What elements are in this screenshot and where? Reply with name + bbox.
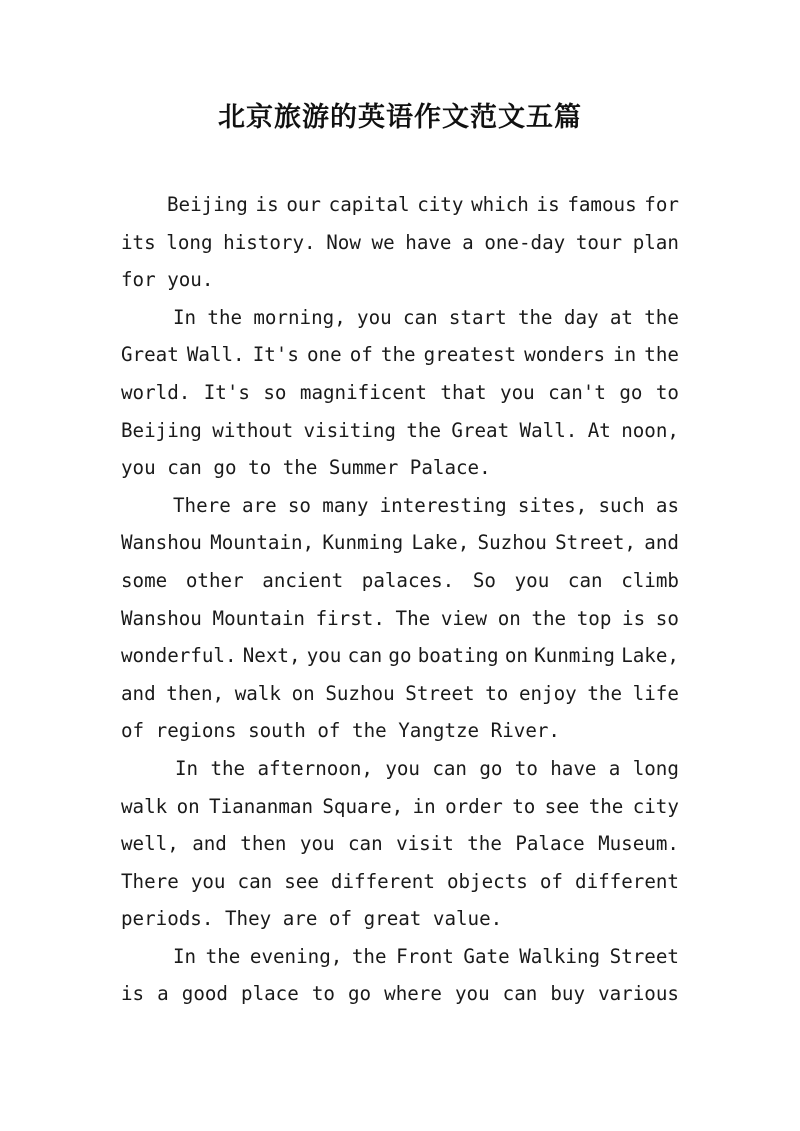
text-line: periods. They are of great value. xyxy=(121,907,503,931)
text-line: In the morning, you can start the day at the xyxy=(173,305,679,329)
text-line: Great Wall. It's one of the greatest wonders in the xyxy=(121,343,679,367)
text-line: Wanshou Mountain first. The view on the top is so xyxy=(121,606,679,630)
paragraph xyxy=(121,299,679,487)
paragraph xyxy=(121,487,679,750)
text-line: In the afternoon, you can go to have a long xyxy=(175,756,679,780)
text-line: wonderful. Next, you can go boating on Kunming Lake, xyxy=(121,644,679,668)
document-title: 北京旅游的英语作文范文五篇 xyxy=(218,102,582,133)
text-line: world. It's so magnificent that you can't go to xyxy=(121,380,679,404)
text-line: walk on Tiananman Square, in order to see the city xyxy=(121,794,679,818)
text-line: is a good place to go where you can buy various xyxy=(121,982,679,1006)
text-line: Beijing without visiting the Great Wall. At noon, xyxy=(121,418,679,442)
text-line: its long history. Now we have a one-day tour plan xyxy=(121,230,679,254)
paragraph xyxy=(121,938,679,1013)
text-line: There you can see different objects of different xyxy=(121,869,679,893)
text-line: of regions south of the Yangtze River. xyxy=(121,719,560,743)
text-line: well, and then you can visit the Palace Museum. xyxy=(121,832,679,856)
text-line: and then, walk on Suzhou Street to enjoy the life xyxy=(121,681,679,705)
paragraph xyxy=(121,750,679,938)
text-line: Beijing is our capital city which is famous for xyxy=(167,193,679,216)
document-body xyxy=(121,186,679,1013)
text-line: Wanshou Mountain, Kunming Lake, Suzhou Street, and xyxy=(121,531,679,555)
text-line: some other ancient palaces. So you can climb xyxy=(121,568,679,592)
text-line: In the evening, the Front Gate Walking Street xyxy=(173,944,679,968)
paragraph xyxy=(121,186,679,299)
text-line: There are so many interesting sites, such as xyxy=(173,493,679,517)
text-line: for you. xyxy=(121,268,214,292)
text-line: you can go to the Summer Palace. xyxy=(121,456,491,480)
